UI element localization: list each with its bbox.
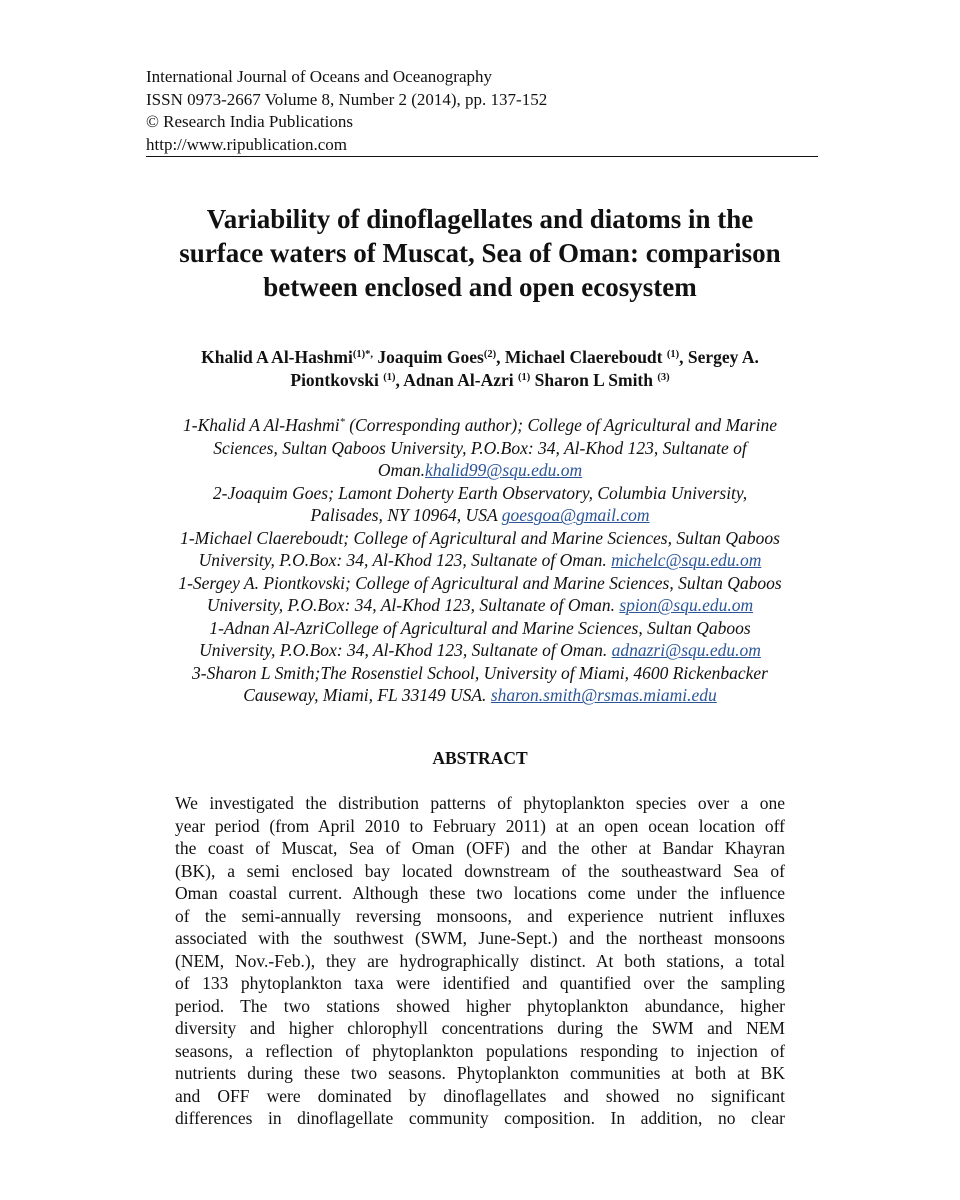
header-divider	[146, 156, 818, 157]
email-link-alazri[interactable]: adnazri@squ.edu.om	[611, 640, 761, 660]
affiliations	[130, 414, 830, 707]
abstract-line: nutrients during these two seasons. Phytoplankton communities at both at BK	[175, 1063, 785, 1083]
affiliation-line	[130, 459, 830, 482]
email-link-smith[interactable]: sharon.smith@rsmas.miami.edu	[490, 685, 717, 705]
author-2: Joaquim Goes	[372, 347, 484, 367]
email-link-goes[interactable]: goesgoa@gmail.com	[501, 505, 650, 525]
affiliation-line: Sciences, Sultan Qaboos University, P.O.Box: 34, Al-Khod 123, Sultanate of	[213, 437, 747, 458]
journal-header	[146, 66, 818, 156]
author-3: , Michael Claereboudt	[496, 347, 667, 367]
abstract-line: We investigated the distribution patterns of phytoplankton species over a one	[175, 793, 785, 813]
title-line-2: surface waters of Muscat, Sea of Oman: comparison	[179, 238, 781, 268]
abstract-line: and OFF were dominated by dinoflagellates and showed no significant	[175, 1085, 785, 1106]
journal-issn-line: ISSN 0973-2667 Volume 8, Number 2 (2014), pp. 137-152	[146, 89, 548, 109]
abstract-line: the coast of Muscat, Sea of Oman (OFF) and the other at Bandar Khayran	[175, 838, 785, 858]
author-5-affil: (1)	[518, 371, 531, 383]
affiliation-text: (Corresponding author); College of Agricultural and Marine	[344, 415, 777, 435]
affiliation-line: 2-Joaquim Goes; Lamont Doherty Earth Observatory, Columbia University,	[212, 482, 748, 503]
journal-publisher: © Research India Publications	[146, 112, 353, 131]
affiliation-line: 3-Sharon L Smith;The Rosenstiel School, University of Miami, 4600 Rickenbacker	[192, 662, 768, 683]
affiliation-line: 1-Adnan Al-AzriCollege of Agricultural and Marine Sciences, Sultan Qaboos	[209, 617, 751, 638]
abstract-line: (NEM, Nov.-Feb.), they are hydrographically distinct. At both stations, a total	[175, 950, 785, 971]
affiliation-line	[130, 414, 830, 437]
journal-url: http://www.ripublication.com	[146, 134, 347, 154]
affiliation-line	[130, 684, 830, 707]
affiliation-text: Oman.	[377, 460, 426, 480]
author-line-1	[140, 346, 820, 369]
abstract-line: of the semi-annually reversing monsoons, and experience nutrient influxes	[175, 905, 785, 926]
author-3-affil: (1)	[666, 349, 680, 360]
email-link-alhashmi[interactable]: khalid99@squ.edu.om	[425, 460, 583, 480]
affiliation-line	[130, 594, 830, 617]
affiliation-text: Causeway, Miami, FL 33149 USA.	[243, 685, 491, 705]
author-1: Khalid A Al-Hashmi	[201, 347, 353, 367]
author-1-affil: (1)*,	[352, 349, 373, 360]
affiliation-line: 1-Sergey A. Piontkovski; College of Agricultural and Marine Sciences, Sultan Qaboos	[178, 572, 782, 593]
abstract-line: period. The two stations showed higher phytoplankton abundance, higher	[175, 995, 785, 1016]
author-4-affil: (1)	[383, 371, 396, 383]
abstract-line: seasons, a reflection of phytoplankton populations responding to injection of	[175, 1040, 785, 1061]
abstract-line: diversity and higher chlorophyll concentrations during the SWM and NEM	[175, 1018, 785, 1038]
affiliation-text: 1-Khalid A Al-Hashmi	[183, 415, 340, 435]
author-6: Sharon L Smith	[530, 369, 658, 390]
abstract-line: Oman coastal current. Although these two locations come under the influence	[175, 883, 785, 903]
corresponding-mark: *	[339, 417, 345, 428]
affiliation-line: 1-Michael Claereboudt; College of Agricultural and Marine Sciences, Sultan Qaboos	[180, 527, 780, 548]
abstract-line: year period (from April 2010 to February 2011) at an open ocean location off	[175, 815, 785, 836]
author-4-first: , Sergey A.	[679, 347, 759, 367]
affiliation-line	[130, 549, 830, 572]
title-line-3: between enclosed and open ecosystem	[263, 272, 697, 302]
affiliation-text: Palisades, NY 10964, USA	[310, 505, 502, 525]
abstract-line: differences in dinoflagellate community composition. In addition, no clear	[175, 1108, 785, 1128]
title-line-1: Variability of dinoflagellates and diatoms in the	[206, 204, 754, 234]
abstract-body	[175, 792, 785, 1130]
author-line-2	[140, 369, 820, 392]
paper-title	[140, 202, 820, 304]
email-link-piontkovski[interactable]: spion@squ.edu.om	[619, 595, 754, 615]
author-list	[140, 346, 820, 391]
author-6-affil: (3)	[657, 371, 670, 383]
email-link-claereboudt[interactable]: michelc@squ.edu.om	[611, 550, 762, 570]
affiliation-text: University, P.O.Box: 34, Al-Khod 123, Sultanate of Oman.	[199, 640, 612, 660]
abstract-line: (BK), a semi enclosed bay located downstream of the southeastward Sea of	[175, 860, 785, 881]
affiliation-line	[130, 504, 830, 527]
author-2-affil: (2)	[483, 349, 497, 360]
abstract-line: associated with the southwest (SWM, June-Sept.) and the northeast monsoons	[175, 928, 785, 948]
author-5: , Adnan Al-Azri	[395, 369, 519, 390]
affiliation-text: University, P.O.Box: 34, Al-Khod 123, Sultanate of Oman.	[206, 595, 620, 615]
journal-name: International Journal of Oceans and Oceanography	[146, 67, 493, 86]
abstract-line: of 133 phytoplankton taxa were identified and quantified over the sampling	[175, 973, 785, 993]
affiliation-line	[130, 639, 830, 662]
author-4-last: Piontkovski	[290, 369, 384, 390]
affiliation-text: University, P.O.Box: 34, Al-Khod 123, Sultanate of Oman.	[198, 550, 612, 570]
abstract-heading: ABSTRACT	[432, 748, 528, 768]
